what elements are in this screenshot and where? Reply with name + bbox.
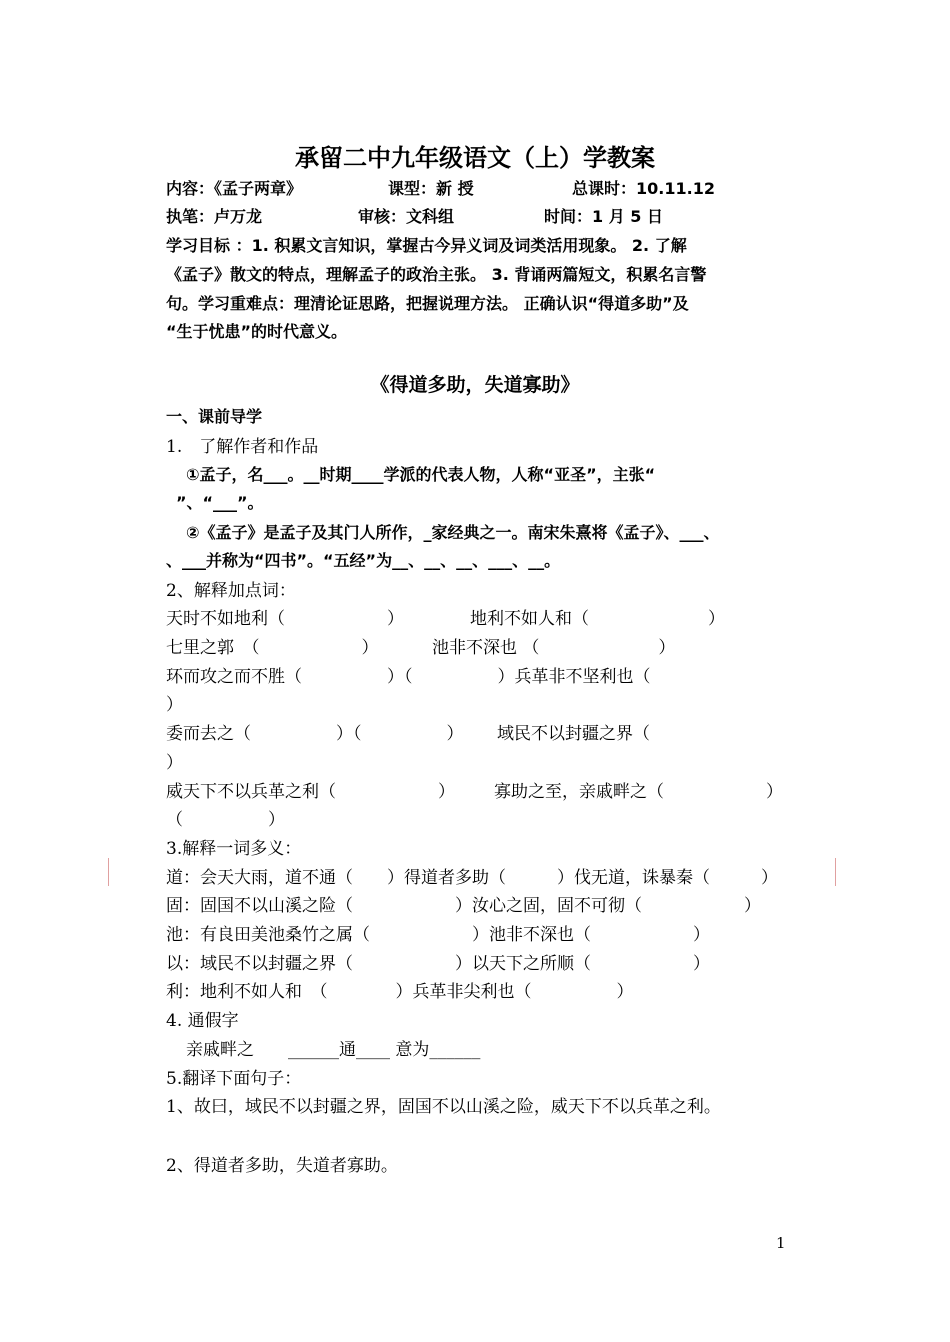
meta-content: 内容：《孟子两章》 (166, 179, 303, 198)
q2-item: ） (166, 695, 183, 715)
q2-label: 2、解释加点词： (166, 581, 296, 601)
margin-mark-left (108, 858, 109, 886)
q3-label: 3.解释一词多义： (166, 839, 302, 859)
q3-line: 道：会天大雨，道不通（ ）得道者多助（ ）伐无道，诛暴秦（ ） (166, 868, 778, 888)
q1-line: ”、“___”。 (176, 493, 264, 512)
q2-item: ） (166, 753, 183, 773)
q2-item: 天时不如地利（ ） (166, 609, 404, 629)
page-number: 1 (776, 1234, 786, 1252)
q2-item: 池非不深也 （ ） (432, 638, 676, 658)
margin-mark-right (835, 858, 836, 886)
meta-author: 执笔：卢万龙 (166, 207, 263, 226)
meta-type: 课型：新 授 (388, 179, 474, 198)
meta-date: 时间：1 月 5 日 (544, 207, 663, 226)
q2-item: 威天下不以兵革之利（ ） (166, 782, 455, 802)
q2-item: （ ） (166, 810, 285, 830)
q2-item: 域民不以封疆之界（ (497, 724, 650, 744)
q3-line: 池：有良田美池桑竹之属（ ）池非不深也（ ） (166, 925, 710, 945)
meta-reviewer: 审核：文科组 (358, 207, 455, 226)
q2-item: 七里之郭 （ ） (166, 638, 379, 658)
goals-line: 《孟子》散文的特点，理解孟子的政治主张。 3. 背诵两篇短文，积累名言警 (166, 265, 707, 284)
q3-line: 固：固国不以山溪之险（ ）汝心之固，固不可彻（ ） (166, 896, 761, 916)
page-title: 承留二中九年级语文（上）学教案 (295, 144, 655, 172)
q3-line: 以：域民不以封疆之界（ ）以天下之所顺（ ） (166, 954, 710, 974)
q4-label: 4. 通假字 (166, 1011, 239, 1031)
q2-item: 地利不如人和（ ） (470, 609, 725, 629)
goals-line: “生于忧患”的时代意义。 (166, 322, 348, 341)
lesson-subtitle: 《得道多助，失道寡助》 (370, 374, 580, 396)
q1-line: ①孟子，名___。__时期____学派的代表人物，人称“亚圣”，主张“ (186, 465, 656, 484)
meta-hours: 总课时：10.11.12 (572, 179, 715, 198)
q2-item: 环而攻之而不胜（ ）（ ）兵革非不坚利也（ (166, 667, 651, 687)
goals-line: 句。学习重难点：理清论证思路，把握说理方法。 正确认识“得道多助”及 (166, 294, 689, 313)
q5-line: 1、故曰，域民不以封疆之界，固国不以山溪之险，威天下不以兵革之利。 (166, 1097, 721, 1117)
q3-line: 利：地利不如人和 （ ）兵革非尖利也（ ） (166, 982, 634, 1002)
q5-label: 5.翻译下面句子： (166, 1069, 302, 1089)
q2-item: 委而去之（ ）（ ） (166, 724, 464, 744)
q5-line: 2、得道者多助，失道者寡助。 (166, 1156, 398, 1176)
q1-label: 1. 了解作者和作品 (166, 437, 319, 457)
section-heading: 一、课前导学 (166, 407, 263, 426)
q1-line: ②《孟子》是孟子及其门人所作，_家经典之一。南宋朱熹将《孟子》、___、 (186, 523, 720, 542)
goals-line: 学习目标 ：1. 积累文言知识，掌握古今异义词及词类活用现象。 2. 了解 (166, 236, 687, 255)
q4-line: 亲戚畔之 ______通____ 意为______ (186, 1040, 481, 1060)
q2-item: 寡助之至，亲戚畔之（ ） (494, 782, 783, 802)
q1-line: 、___并称为“四书”。“五经”为__、__、__、___、__。 (166, 551, 561, 570)
